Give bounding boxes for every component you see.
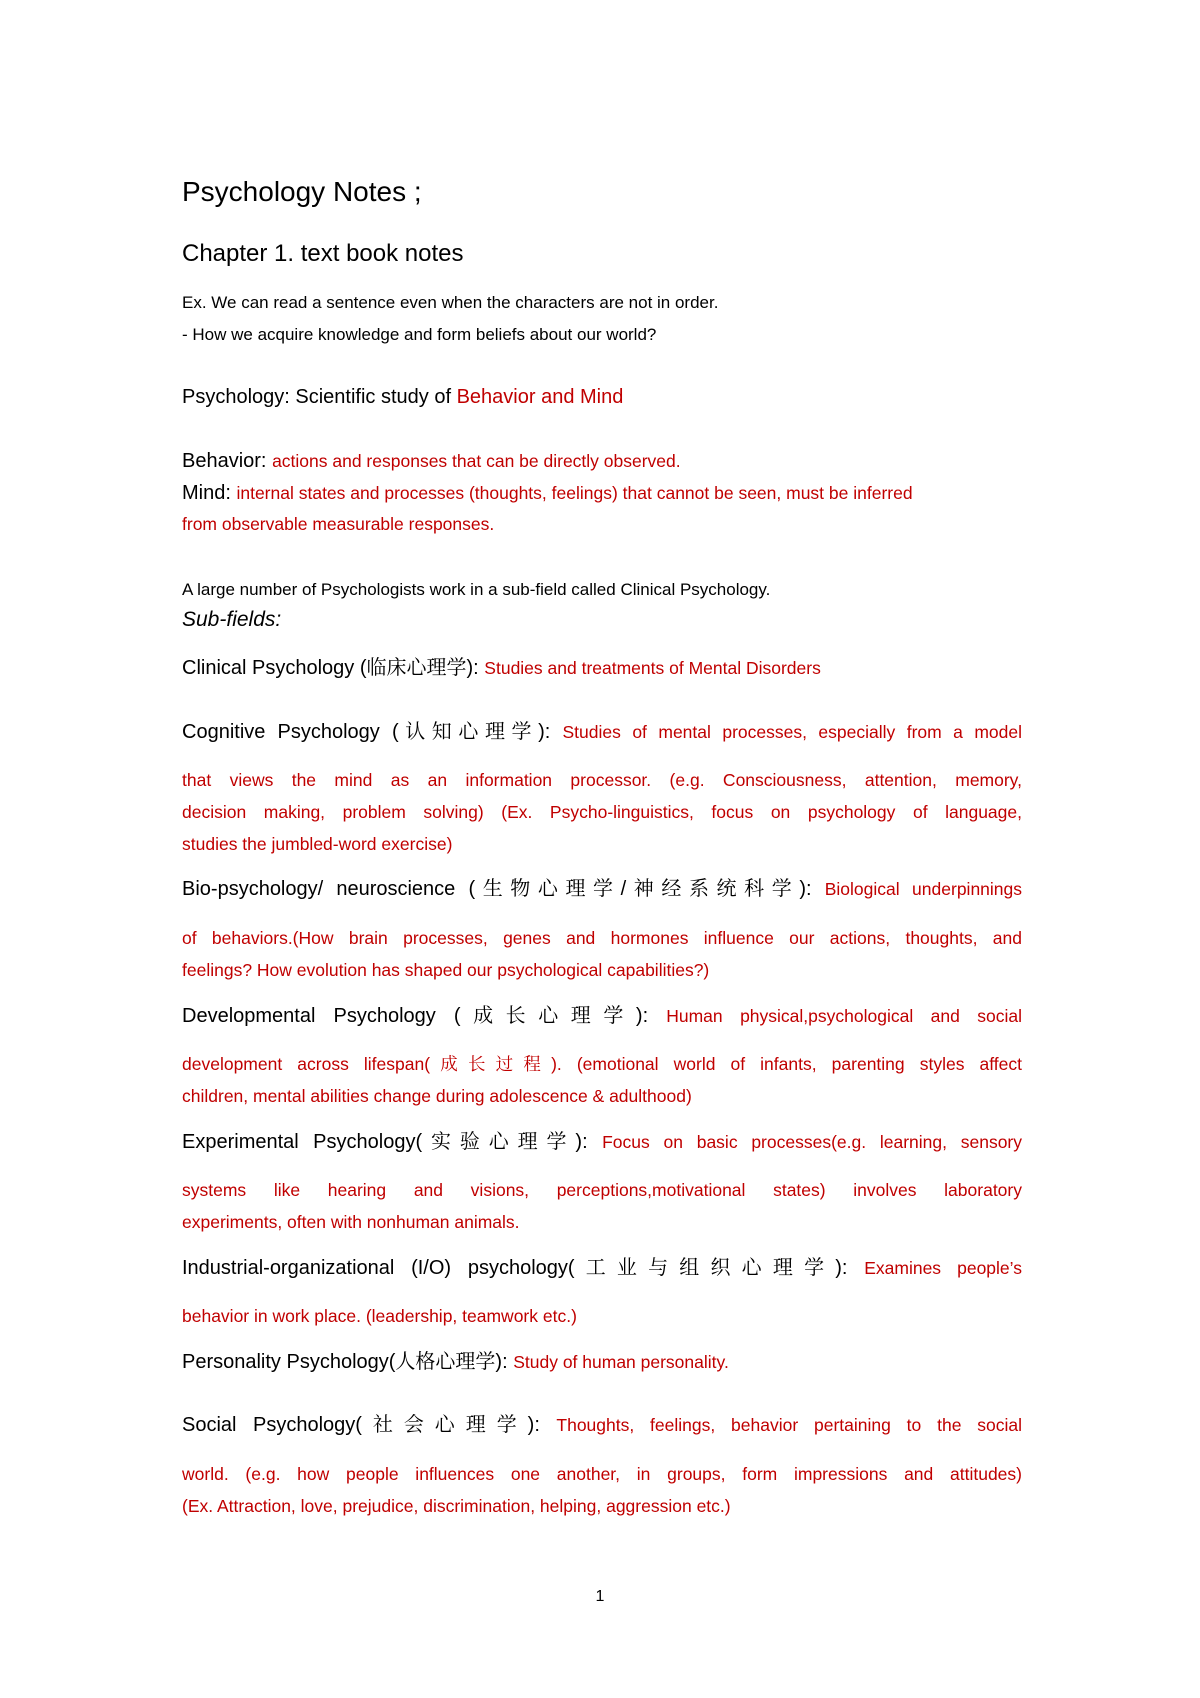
personality-term: Personality Psychology(人格心理学):: [182, 1351, 514, 1373]
page-number: 1: [595, 1588, 605, 1605]
mind-text-continued: from observable measurable responses.: [182, 514, 495, 534]
behavior-term: Behavior:: [182, 450, 273, 472]
clinical-note: A large number of Psychologists work in a sub-field called Clinical Psychology.: [182, 580, 771, 599]
subfield-clinical: [182, 657, 1022, 680]
mind-definition: [182, 482, 1022, 505]
chapter-heading: Chapter 1. text book notes: [182, 240, 464, 267]
subfield-social: [182, 1414, 1022, 1437]
cognitive-text-3: decision making, problem solving) (Ex. Psycho-linguistics, focus on psychology of language,: [182, 802, 1022, 822]
intro-line-2: - How we acquire knowledge and form beliefs about our world?: [182, 325, 657, 344]
subfield-cognitive: [182, 721, 1022, 744]
developmental-text-2: development across lifespan(成长过程). (emotional world of infants, parenting styles affect: [182, 1054, 1022, 1074]
bio-term: Bio-psychology/ neuroscience (生物心理学/神经系统科学):: [182, 878, 825, 900]
experimental-term: Experimental Psychology(实验心理学):: [182, 1131, 603, 1153]
social-text-1: Thoughts, feelings, behavior pertaining to the social: [556, 1415, 1022, 1435]
subfield-industrial: [182, 1257, 1022, 1280]
behavior-text: actions and responses that can be directly observed.: [272, 451, 681, 471]
social-term: Social Psychology(社会心理学):: [182, 1414, 557, 1436]
experimental-text-3: experiments, often with nonhuman animals.: [182, 1212, 520, 1232]
experimental-text-2: systems like hearing and visions, perceptions,motivational states) involves laboratory: [182, 1180, 1022, 1200]
subfield-personality: [182, 1351, 1022, 1374]
mind-text: internal states and processes (thoughts, feelings) that cannot be seen, must be inferred: [236, 483, 913, 503]
subfields-heading: Sub-fields:: [182, 608, 282, 631]
cognitive-text-4: studies the jumbled-word exercise): [182, 834, 453, 854]
page-title: Psychology Notes ;: [182, 176, 422, 207]
definition-label: Psychology: Scientific study of: [182, 386, 457, 408]
psychology-definition: [182, 386, 1022, 409]
social-text-2: world. (e.g. how people influences one another, in groups, form impressions and attitudes): [182, 1464, 1022, 1484]
cognitive-text-1: Studies of mental processes, especially from a model: [562, 722, 1023, 742]
subfield-biopsychology: [182, 878, 1022, 901]
social-text-3: (Ex. Attraction, love, prejudice, discrimination, helping, aggression etc.): [182, 1496, 731, 1516]
bio-text-3: feelings? How evolution has shaped our psychological capabilities?): [182, 960, 710, 980]
cognitive-text-2: that views the mind as an information processor. (e.g. Consciousness, attention, memory,: [182, 770, 1022, 790]
industrial-text-1: Examines people’s: [864, 1258, 1022, 1278]
developmental-text-3: children, mental abilities change during adolescence & adulthood): [182, 1086, 692, 1106]
industrial-term: Industrial-organizational (I/O) psychology(工业与组织心理学):: [182, 1257, 865, 1279]
developmental-term: Developmental Psychology (成长心理学):: [182, 1005, 667, 1027]
developmental-text-1: Human physical,psychological and social: [666, 1006, 1022, 1026]
mind-term: Mind:: [182, 482, 237, 504]
bio-text-1: Biological underpinnings: [824, 879, 1023, 899]
personality-text: Study of human personality.: [513, 1352, 729, 1372]
intro-line-1: Ex. We can read a sentence even when the characters are not in order.: [182, 293, 719, 312]
subfield-experimental: [182, 1131, 1022, 1154]
clinical-term: Clinical Psychology (临床心理学):: [182, 657, 485, 679]
clinical-text: Studies and treatments of Mental Disorders: [484, 658, 821, 678]
definition-highlight: Behavior and Mind: [456, 386, 624, 408]
subfield-developmental: [182, 1005, 1022, 1028]
industrial-text-2: behavior in work place. (leadership, teamwork etc.): [182, 1306, 577, 1326]
bio-text-2: of behaviors.(How brain processes, genes and hormones influence our actions, thoughts, and: [182, 928, 1022, 948]
experimental-text-1: Focus on basic processes(e.g. learning, sensory: [602, 1132, 1022, 1152]
behavior-definition: [182, 450, 1022, 473]
cognitive-term: Cognitive Psychology (认知心理学):: [182, 721, 563, 743]
